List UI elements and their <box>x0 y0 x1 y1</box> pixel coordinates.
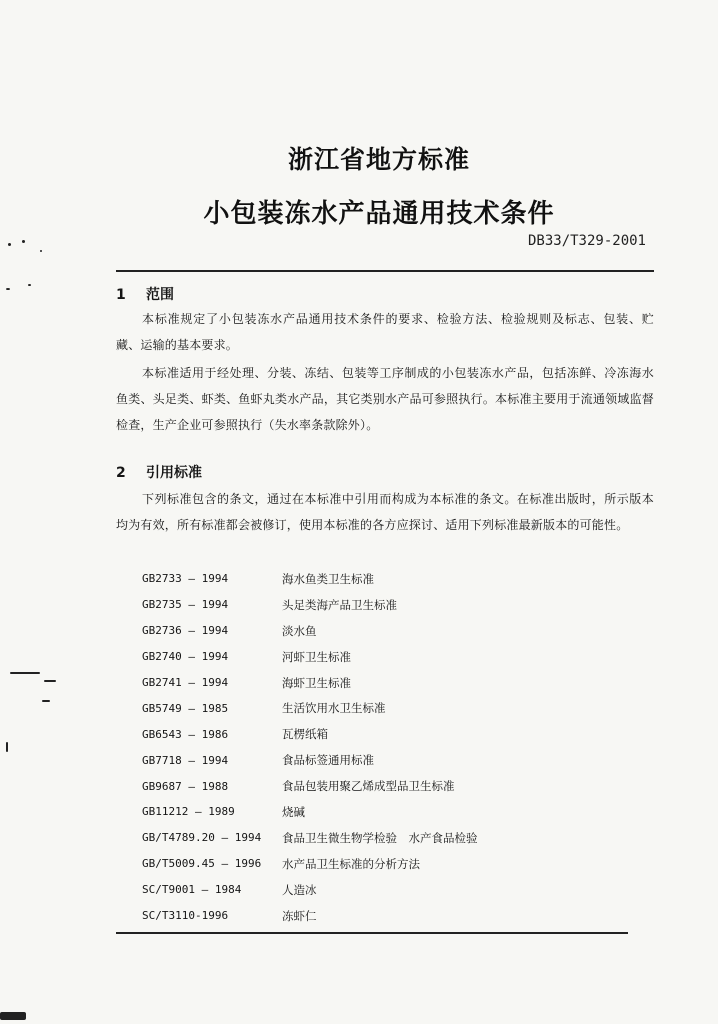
scan-speck <box>28 284 31 286</box>
reference-name: 瓦楞纸箱 <box>282 727 328 742</box>
reference-name: 烧碱 <box>282 804 305 819</box>
reference-name: 食品卫生微生物学检验 水产食品检验 <box>282 830 478 845</box>
reference-name: 冻虾仁 <box>282 908 317 923</box>
section-2-heading <box>116 462 202 482</box>
reference-name: 海水鱼类卫生标准 <box>282 571 374 586</box>
reference-code: GB11212 — 1989 <box>142 805 235 819</box>
reference-item <box>142 877 478 903</box>
reference-name: 食品包装用聚乙烯成型品卫生标准 <box>282 779 455 794</box>
reference-item <box>142 644 478 670</box>
reference-code: GB2733 — 1994 <box>142 572 229 586</box>
reference-code: GB7718 — 1994 <box>142 753 229 767</box>
scan-speck <box>42 700 50 702</box>
scan-speck <box>8 243 11 246</box>
section-2-number: 2 <box>116 465 126 481</box>
reference-item <box>142 773 478 799</box>
section-1-paragraph-2: 本标准适用于经处理、分装、冻结、包装等工序制成的小包装冻水产品，包括冻鲜、冷冻海水鱼类、头足类、虾类、鱼虾丸类水产品，其它类别水产品可参照执行。本标准主要用于流通领域监督检查，生产企业可参照执行（失水率条款除外）。 <box>116 366 654 432</box>
reference-item <box>142 695 478 721</box>
reference-code: GB/T4789.20 — 1994 <box>142 831 262 845</box>
reference-code: GB2736 — 1994 <box>142 624 229 638</box>
standard-category-title: 浙江省地方标准 <box>287 145 470 174</box>
reference-item <box>142 721 478 747</box>
footer-divider <box>116 932 628 934</box>
section-2-paragraph: 下列标准包含的条文，通过在本标准中引用而构成为本标准的条文。在标准出版时，所示版本均为有效，所有标准都会被修订，使用本标准的各方应探讨、适用下列标准最新版本的可能性。 <box>116 492 654 532</box>
scan-speck <box>44 680 56 682</box>
reference-code: SC/T9001 — 1984 <box>142 883 242 897</box>
document-title: 小包装冻水产品通用技术条件 <box>203 199 555 229</box>
reference-code: SC/T3110-1996 <box>142 909 229 923</box>
reference-item <box>142 825 478 851</box>
reference-name: 淡水鱼 <box>282 623 317 638</box>
section-1-paragraph-1: 本标准规定了小包装冻水产品通用技术条件的要求、检验方法、检验规则及标志、包装、贮藏、运输的基本要求。 <box>116 312 654 352</box>
section-1-heading <box>116 284 174 304</box>
reference-item <box>142 618 478 644</box>
reference-code: GB2735 — 1994 <box>142 598 229 612</box>
scan-speck <box>6 742 8 752</box>
reference-item <box>142 903 478 929</box>
reference-name: 人造冰 <box>282 882 317 897</box>
reference-code: GB2740 — 1994 <box>142 650 229 664</box>
reference-item <box>142 592 478 618</box>
reference-item <box>142 799 478 825</box>
scan-speck <box>10 672 40 674</box>
reference-item <box>142 566 478 592</box>
scan-speck <box>22 240 25 243</box>
reference-code: GB9687 — 1988 <box>142 779 229 793</box>
reference-code: GB/T5009.45 — 1996 <box>142 857 262 871</box>
reference-name: 生活饮用水卫生标准 <box>282 701 386 716</box>
scan-speck <box>0 1012 26 1020</box>
reference-code: GB2741 — 1994 <box>142 676 229 689</box>
reference-item <box>142 670 478 696</box>
section-2-title: 引用标准 <box>146 465 202 481</box>
reference-name: 水产品卫生标准的分析方法 <box>282 856 420 871</box>
reference-code: GB6543 — 1986 <box>142 727 229 741</box>
reference-item <box>142 747 478 773</box>
reference-name: 食品标签通用标准 <box>282 753 374 768</box>
section-1-title: 范围 <box>146 287 174 303</box>
scan-speck <box>6 288 10 290</box>
header-divider <box>116 270 654 272</box>
standard-code: DB33/T329-2001 <box>527 233 646 249</box>
reference-name: 河虾卫生标准 <box>282 649 351 664</box>
reference-name: 海虾卫生标准 <box>282 675 351 690</box>
reference-list <box>142 566 478 928</box>
scan-speck <box>40 250 42 252</box>
section-1-number: 1 <box>116 287 126 303</box>
reference-code: GB5749 — 1985 <box>142 701 229 715</box>
reference-item <box>142 851 478 877</box>
reference-name: 头足类海产品卫生标准 <box>282 597 397 612</box>
